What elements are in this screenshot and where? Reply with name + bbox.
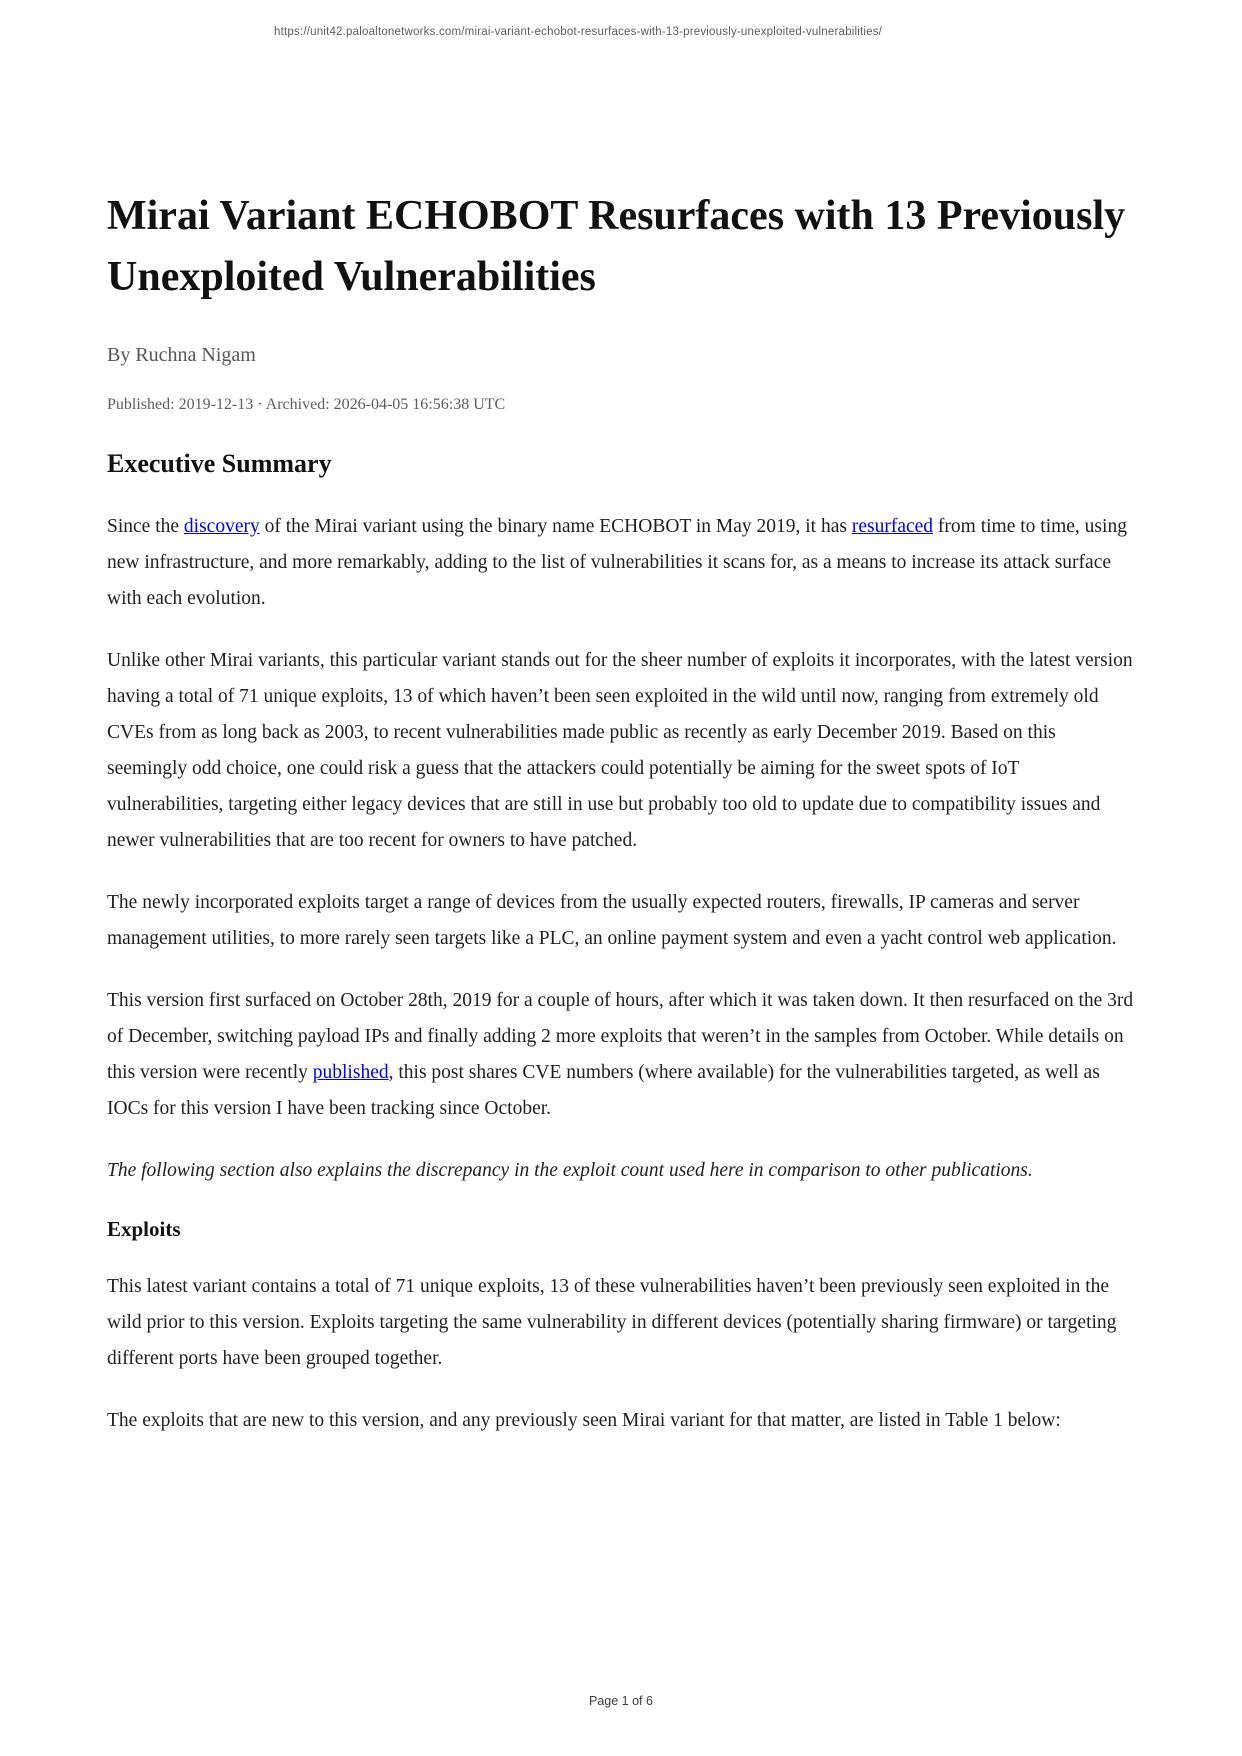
paragraph-text: This version first surfaced on October 28th, 2019 for a couple of hours, after which it was taken down. It then resurfaced on the 3rd of December, switching payload IPs and finally adding 2 more exploits that weren’t in the samples from October. While details on this version were recently [107, 990, 1134, 1083]
page-number: Page 1 of 6 [589, 1694, 653, 1708]
header-url: https://unit42.paloaltonetworks.com/mirai-variant-echobot-resurfaces-with-13-previously-unexploited-vulnerabilities/ [274, 26, 883, 38]
section-heading-exploits: Exploits [107, 1217, 181, 1241]
paragraph-table-reference: The exploits that are new to this version, and any previously seen Mirai variant for that matter, are listed in Table 1 below: [107, 1410, 1061, 1431]
paragraph-intro [107, 509, 1140, 617]
paragraph-timeline [107, 983, 1140, 1127]
paragraph-exploit-count: Unlike other Mirai variants, this particular variant stands out for the sheer number of exploits it incorporates, with the latest version having a total of 71 unique exploits, 13 of which haven’t been seen exploited in the wild until now, ranging from extremely old CVEs from as long back as 2003, to recent vulnerabilities made public as recently as early December 2019. Based on this seemingly odd choice, one could risk a guess that the attackers could potentially be aiming for the sweet spots of IoT vulnerabilities, targeting either legacy devices that are still in use but probably too old to update due to compatibility issues and newer vulnerabilities that are too recent for owners to have patched. [107, 650, 1133, 851]
section-heading-executive-summary: Executive Summary [107, 449, 332, 478]
published-archived-meta: Published: 2019-12-13 · Archived: 2026-04-05 16:56:38 UTC [107, 396, 506, 413]
discovery-link[interactable]: discovery [183, 516, 260, 537]
paragraph-text: , this post shares CVE numbers (where available) for the vulnerabilities targeted, as well as IOCs for this version I have been tracking since October. [107, 1062, 1100, 1119]
article-title: Mirai Variant ECHOBOT Resurfaces with 13 Previously Unexploited Vulnerabilities [107, 193, 1126, 300]
byline: By Ruchna Nigam [107, 344, 256, 366]
paragraph-text: from time to time, using new infrastructure, and more remarkably, adding to the list of vulnerabilities it scans for, as a means to increase its attack surface with each evolution. [107, 516, 1127, 609]
published-link[interactable]: published [312, 1062, 389, 1083]
resurfaced-link[interactable]: resurfaced [851, 516, 934, 537]
paragraph-unique-exploits: This latest variant contains a total of 71 unique exploits, 13 of these vulnerabilities haven’t been previously seen exploited in the wild prior to this version. Exploits targeting the same vulnerability in different devices (potentially sharing firmware) or targeting different ports have been grouped together. [107, 1276, 1117, 1369]
paragraph-text: Since the [107, 516, 184, 537]
paragraph-targets: The newly incorporated exploits target a range of devices from the usually expected routers, firewalls, IP cameras and server management utilities, to more rarely seen targets like a PLC, an online payment system and even a yacht control web application. [107, 892, 1117, 949]
paragraph-discrepancy-note: The following section also explains the discrepancy in the exploit count used here in comparison to other publications. [107, 1160, 1033, 1181]
paragraph-text: of the Mirai variant using the binary name ECHOBOT in May 2019, it has [259, 516, 852, 537]
